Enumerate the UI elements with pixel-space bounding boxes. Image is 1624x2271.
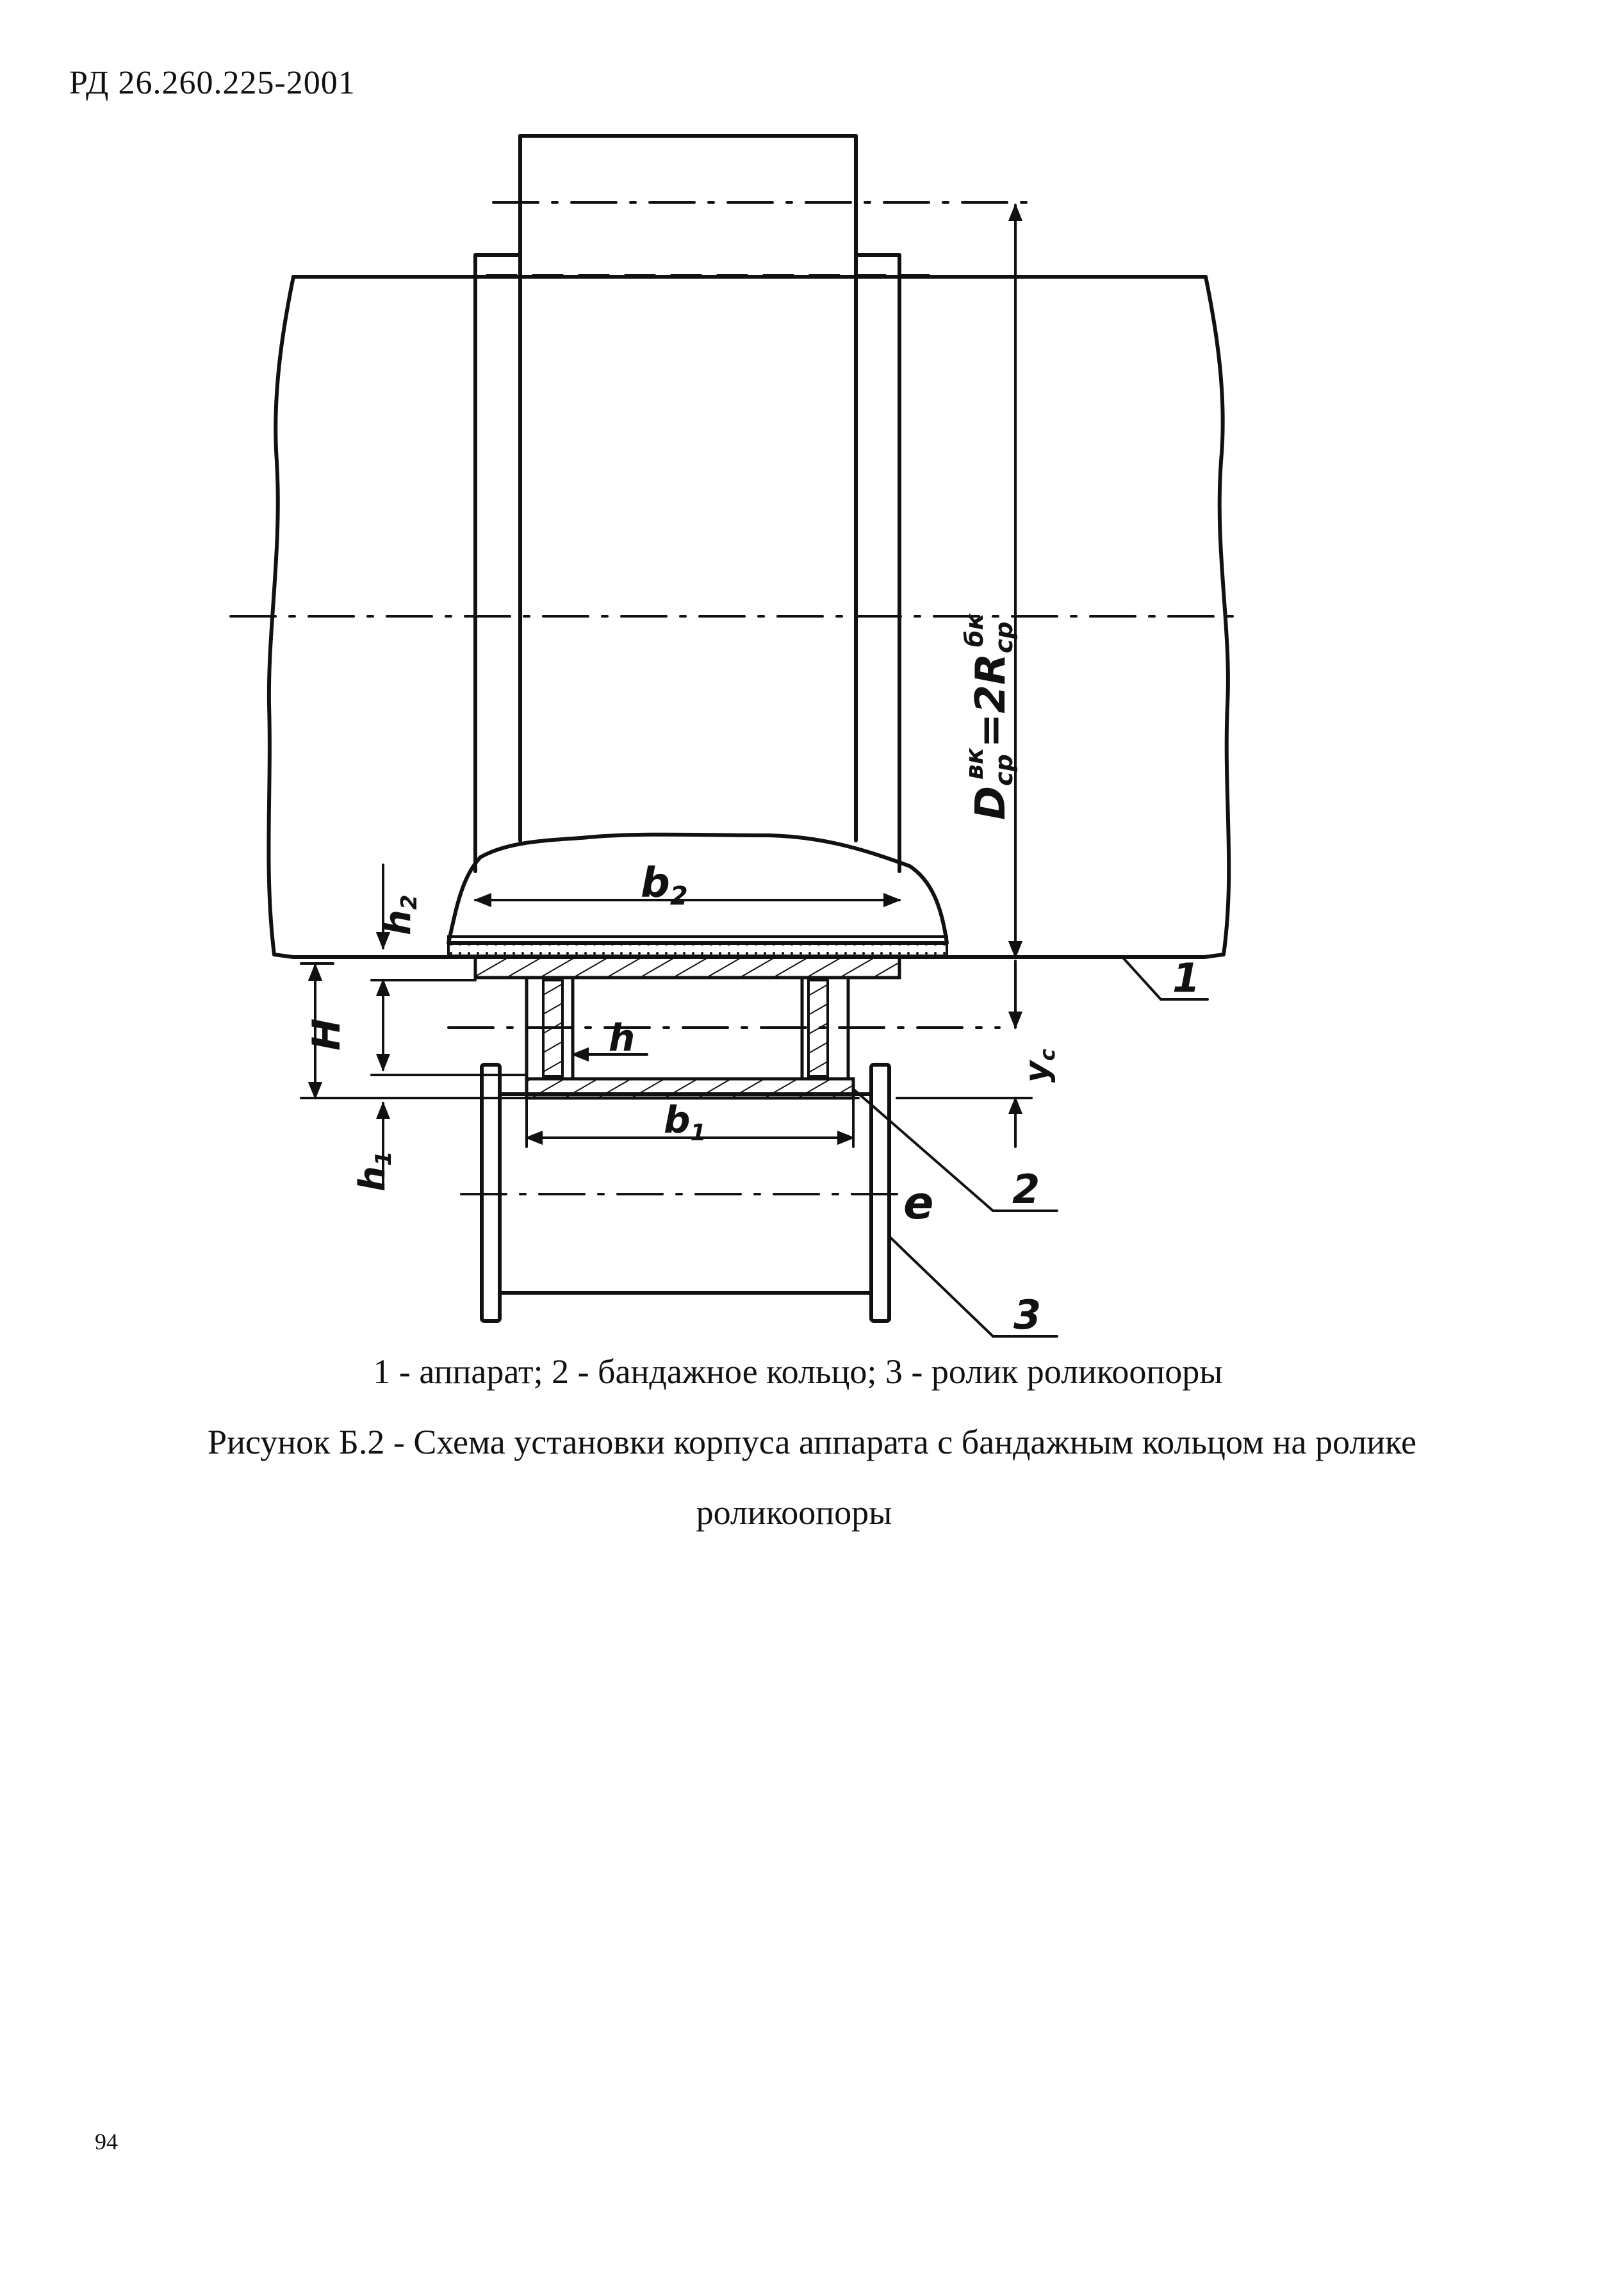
label-h2: h2 — [377, 894, 422, 935]
label-b2: b2 — [641, 860, 688, 911]
weld-seam — [448, 937, 947, 956]
document-code: РД 26.260.225-2001 — [69, 65, 356, 101]
leader-1 — [1122, 957, 1161, 999]
support-column — [475, 136, 899, 871]
leader-3 — [889, 1236, 993, 1336]
label-H: H — [304, 1018, 349, 1051]
figure-title-line1: Рисунок Б.2 - Схема установки корпуса аппарата с бандажным кольцом на ролике — [208, 1423, 1416, 1461]
position-3: 3 — [1013, 1291, 1042, 1338]
weld-cutaway — [448, 835, 947, 943]
label-h: h — [609, 1016, 636, 1060]
label-h1: h1 — [352, 1151, 397, 1192]
label-yc: yc — [1018, 1049, 1060, 1083]
figure-title-line2: роликоопоры — [696, 1493, 892, 1532]
label-e: e — [903, 1177, 934, 1229]
band-ring-top-plate — [475, 957, 899, 978]
page-number: 94 — [95, 2129, 118, 2154]
position-1: 1 — [1172, 955, 1201, 1001]
figure-legend: 1 - аппарат; 2 - бандажное кольцо; 3 - ролик роликоопоры — [373, 1352, 1223, 1391]
label-b1: $b_1$ — [664, 1098, 707, 1146]
label-diameter: Dcpвк=2Rcpбк — [960, 613, 1018, 820]
position-2: 2 — [1012, 1166, 1040, 1213]
